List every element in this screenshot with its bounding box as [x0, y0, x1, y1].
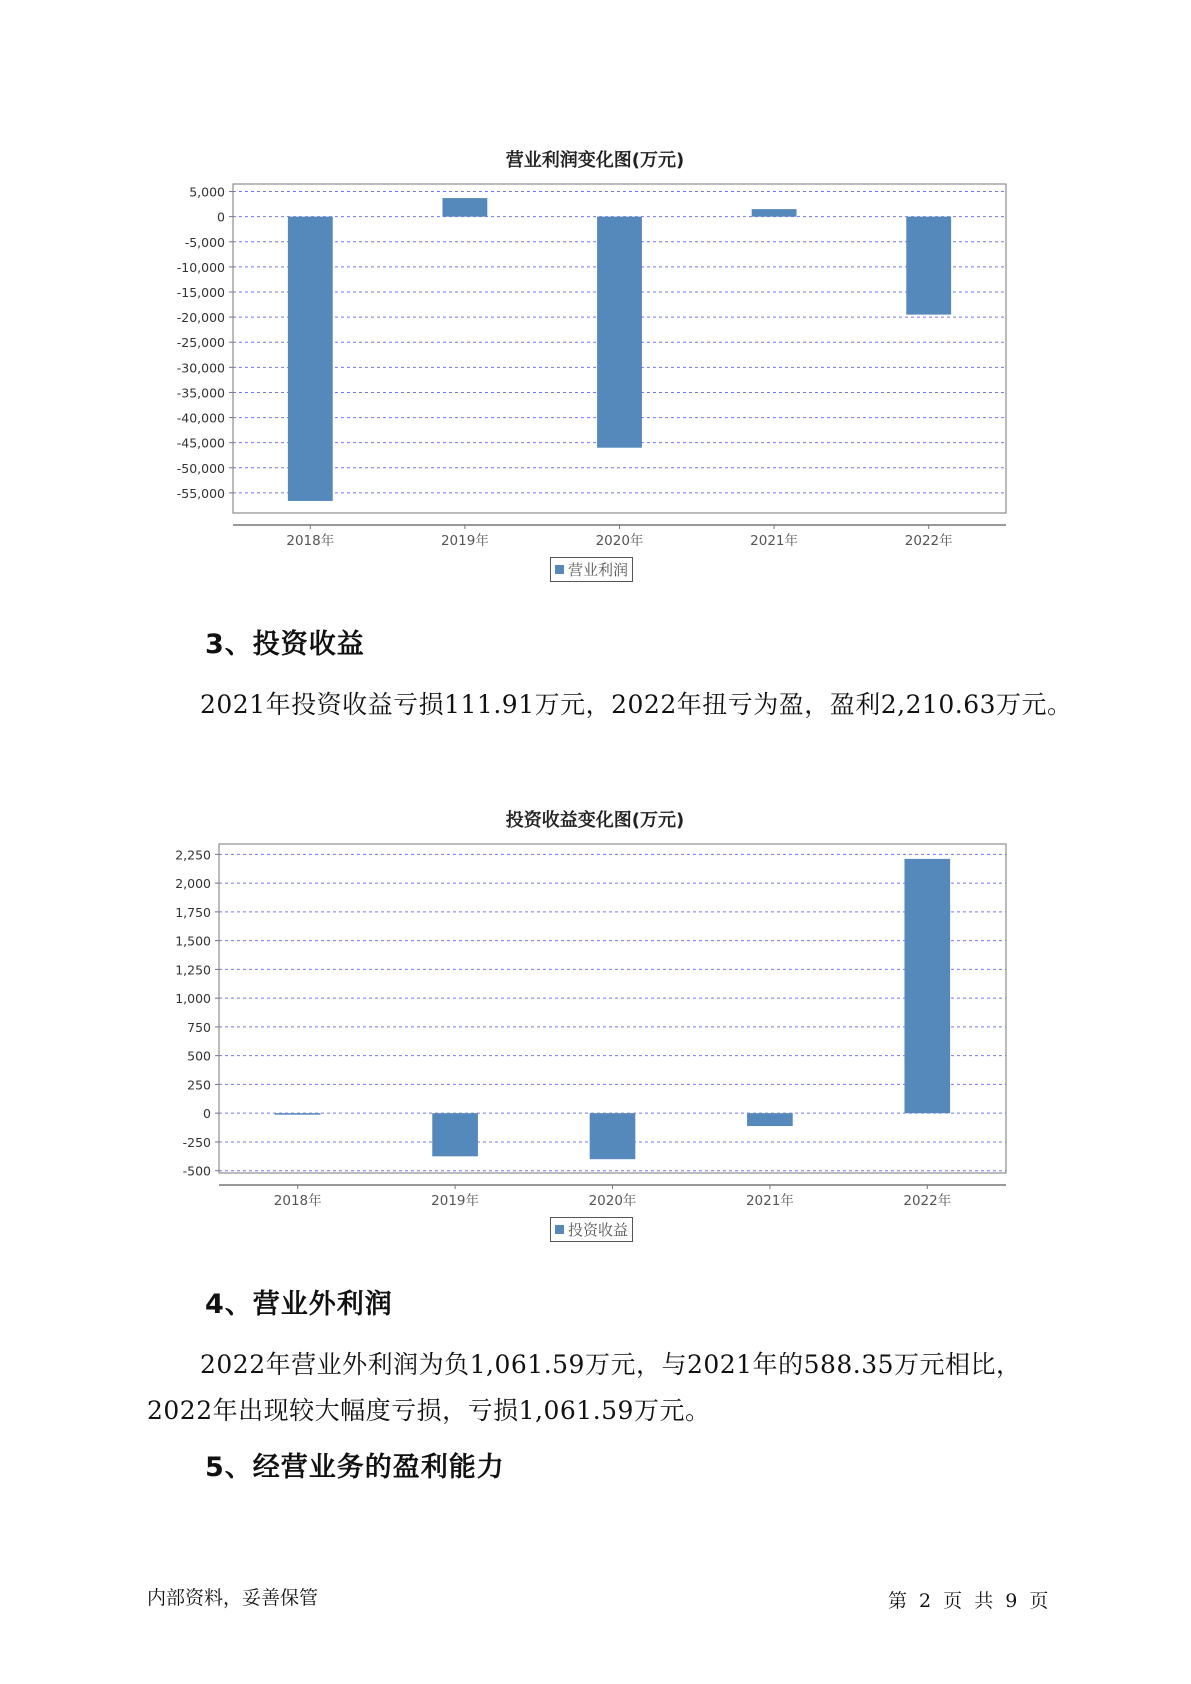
chart1-legend-label: 营业利润 — [568, 561, 629, 579]
chart1-ytick-label: -15,000 — [176, 284, 225, 300]
chart1-ytick-label: -25,000 — [176, 335, 225, 351]
chart1-xtick-label: 2020年 — [595, 533, 644, 549]
chart1-ytick-label: 5,000 — [189, 184, 225, 200]
chart1-xtick-label: 2022年 — [904, 533, 953, 549]
chart1-ytick-label: -55,000 — [176, 485, 225, 501]
footer-page-number: 第 2 页 共 9 页 — [888, 1590, 1049, 1612]
legend-swatch-icon — [555, 1225, 564, 1234]
section3-paragraph: 2021年投资收益亏损111.91万元，2022年扭亏为盈，盈利2,210.63万元。 — [200, 690, 1073, 719]
chart2-ytick-label: 500 — [187, 1048, 211, 1064]
section4-heading: 4、营业外利润 — [205, 1289, 393, 1320]
chart1-ytick-label: -45,000 — [176, 435, 225, 451]
chart2-ytick-label: 750 — [187, 1019, 211, 1035]
chart1-xtick-label: 2018年 — [286, 533, 335, 549]
chart2-xtick-label: 2019年 — [431, 1193, 480, 1209]
section4-paragraph: 2022年营业外利润为负1,061.59万元，与2021年的588.35万元相比，2022年出现较大幅度亏损，亏损1,061.59万元。 — [147, 1350, 1022, 1425]
chart2-ytick-label: 2,000 — [175, 876, 211, 892]
section3-heading: 3、投资收益 — [205, 629, 365, 660]
chart1-xtick-label: 2021年 — [750, 533, 799, 549]
chart1-ytick-label: -5,000 — [184, 234, 225, 250]
chart2-ytick-label: 0 — [203, 1106, 211, 1122]
chart1-ytick-label: -50,000 — [176, 460, 225, 476]
chart2-bar-2021年 — [747, 1113, 793, 1126]
chart2-ytick-label: 1,250 — [175, 962, 211, 978]
chart2-legend-label: 投资收益 — [568, 1221, 629, 1239]
chart2-title: 投资收益变化图(万元) — [505, 810, 685, 831]
chart2-xtick-label: 2020年 — [588, 1193, 637, 1209]
chart2-ytick-label: 1,500 — [175, 933, 211, 949]
chart1-ytick-label: -20,000 — [176, 310, 225, 326]
chart1-ytick-label: 0 — [217, 209, 225, 225]
chart2-bar-2019年 — [432, 1113, 478, 1156]
chart2-ytick-label: 2,250 — [175, 847, 211, 863]
chart2-ytick-label: -500 — [182, 1163, 211, 1179]
chart2-bar-2018年 — [275, 1113, 321, 1115]
chart2-bar-2020年 — [590, 1113, 636, 1159]
chart1-ytick-label: -30,000 — [176, 360, 225, 376]
chart2-ytick-label: -250 — [182, 1134, 211, 1150]
chart1-ytick-label: -35,000 — [176, 385, 225, 401]
chart1-xtick-label: 2019年 — [440, 533, 489, 549]
chart2-xtick-label: 2021年 — [745, 1193, 794, 1209]
chart2-ytick-label: 250 — [187, 1077, 211, 1093]
chart1-ytick-label: -40,000 — [176, 410, 225, 426]
chart2-xtick-label: 2022年 — [903, 1193, 952, 1209]
chart2-xtick-label: 2018年 — [273, 1193, 322, 1209]
chart2-ytick-label: 1,750 — [175, 904, 211, 920]
chart2-ytick-label: 1,000 — [175, 991, 211, 1007]
chart1-ytick-label: -10,000 — [176, 259, 225, 275]
chart2-bar-2022年 — [904, 859, 950, 1113]
section5-heading: 5、经营业务的盈利能力 — [205, 1452, 505, 1483]
chart2-legend — [550, 1217, 633, 1242]
footer-confidential-note: 内部资料，妥善保管 — [147, 1587, 319, 1609]
chart1-title: 营业利润变化图(万元) — [505, 150, 685, 171]
